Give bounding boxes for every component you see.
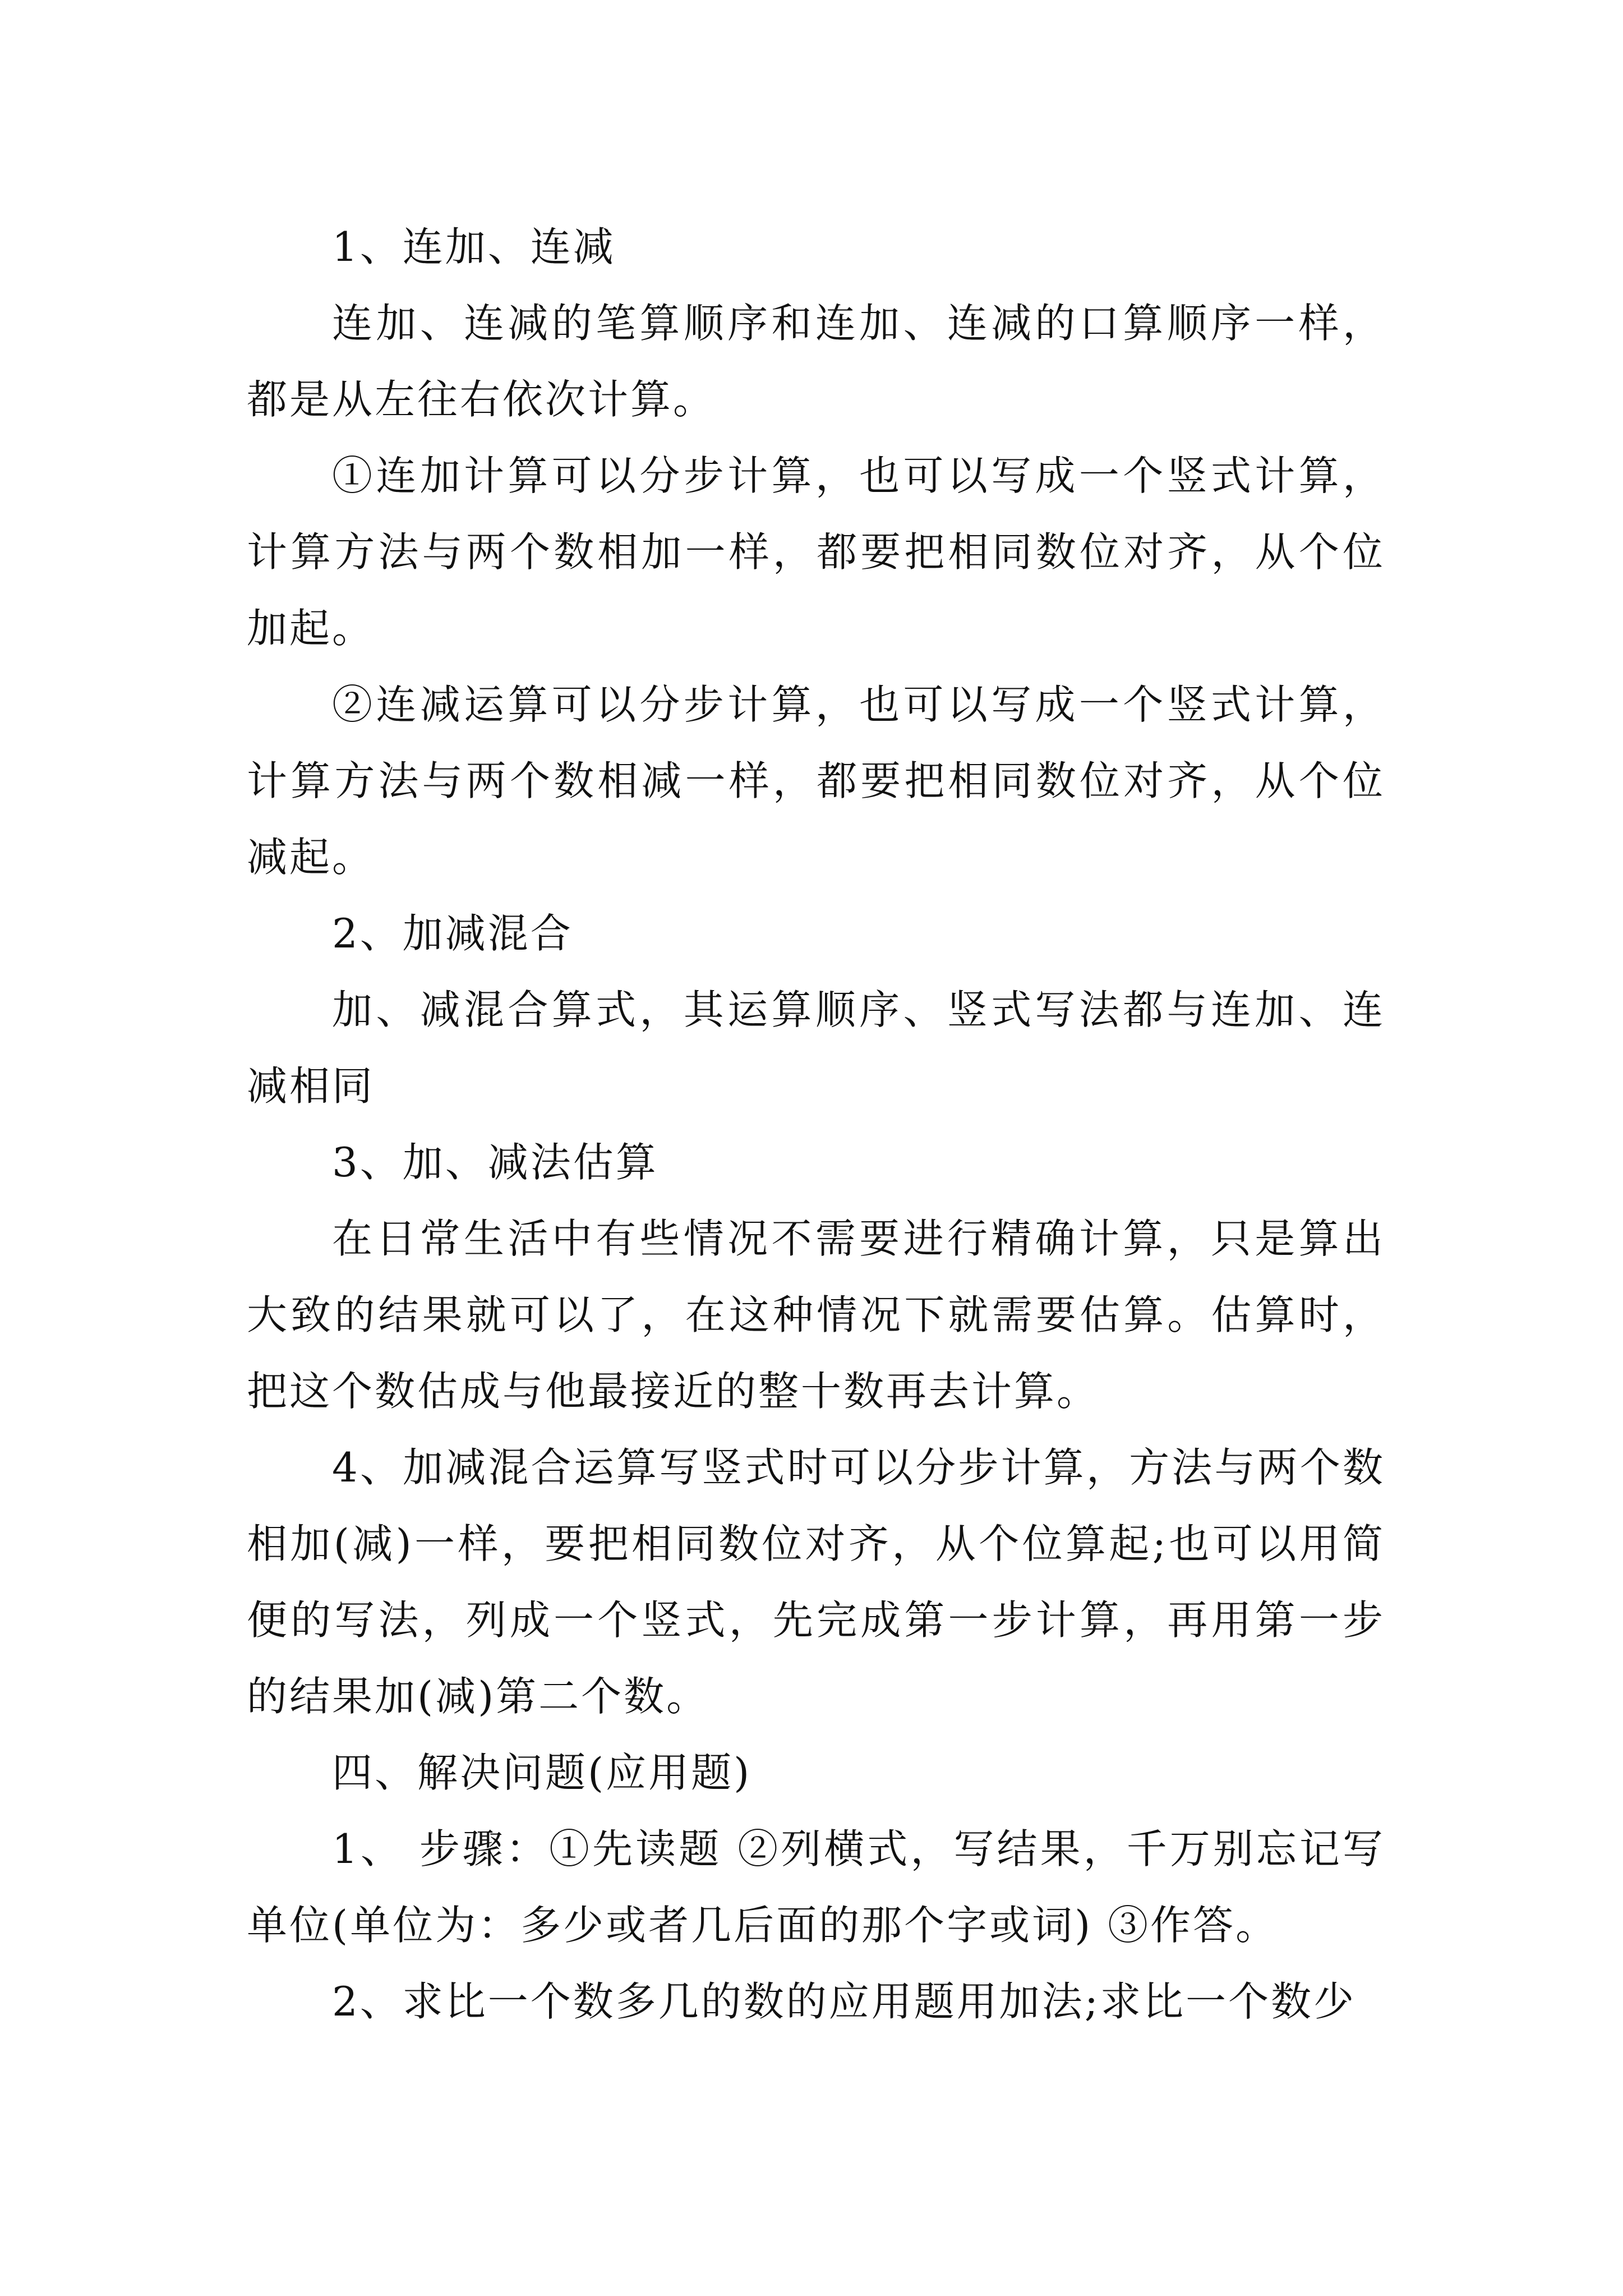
heading-mixed-add-subtract: 2、加减混合 (332, 910, 573, 957)
paragraph-vertical-format: 4、加减混合运算写竖式时可以分步计算，方法与两个数相加(减)一样，要把相同数位对齐，从个位算起;也可以用简便的写法，列成一个竖式，先完成第一步计算，再用第一步的结果加(减)第二个数。 (247, 1444, 1385, 1720)
paragraph-steps: 1、 步骤：①先读题 ②列横式，写结果，千万别忘记写单位(单位为：多少或者几后面的那个字或词) ③作答。 (247, 1825, 1385, 1949)
paragraph-consecutive-addition: ①连加计算可以分步计算，也可以写成一个竖式计算，计算方法与两个数相加一样，都要把相同数位对齐，从个位加起。 (247, 452, 1385, 652)
heading-problem-solving: 四、解决问题(应用题) (332, 1749, 752, 1796)
paragraph-calculation-order: 连加、连减的笔算顺序和连加、连减的口算顺序一样，都是从左往右依次计算。 (247, 300, 1385, 423)
paragraph-more-less-problems: 2、求比一个数多几的数的应用题用加法;求比一个数少 (332, 1978, 1357, 2025)
heading-estimation: 3、加、减法估算 (332, 1139, 658, 1186)
paragraph-estimation: 在日常生活中有些情况不需要进行精确计算，只是算出大致的结果就可以了，在这种情况下就需要估算。估算时，把这个数估成与他最接近的整十数再去计算。 (247, 1215, 1385, 1415)
paragraph-consecutive-subtraction: ②连减运算可以分步计算，也可以写成一个竖式计算，计算方法与两个数相减一样，都要把相同数位对齐，从个位减起。 (247, 681, 1385, 881)
heading-consecutive-add-subtract: 1、连加、连减 (332, 223, 616, 270)
document-body (247, 209, 1385, 2040)
paragraph-mixed-operations: 加、减混合算式，其运算顺序、竖式写法都与连加、连减相同 (247, 986, 1385, 1110)
